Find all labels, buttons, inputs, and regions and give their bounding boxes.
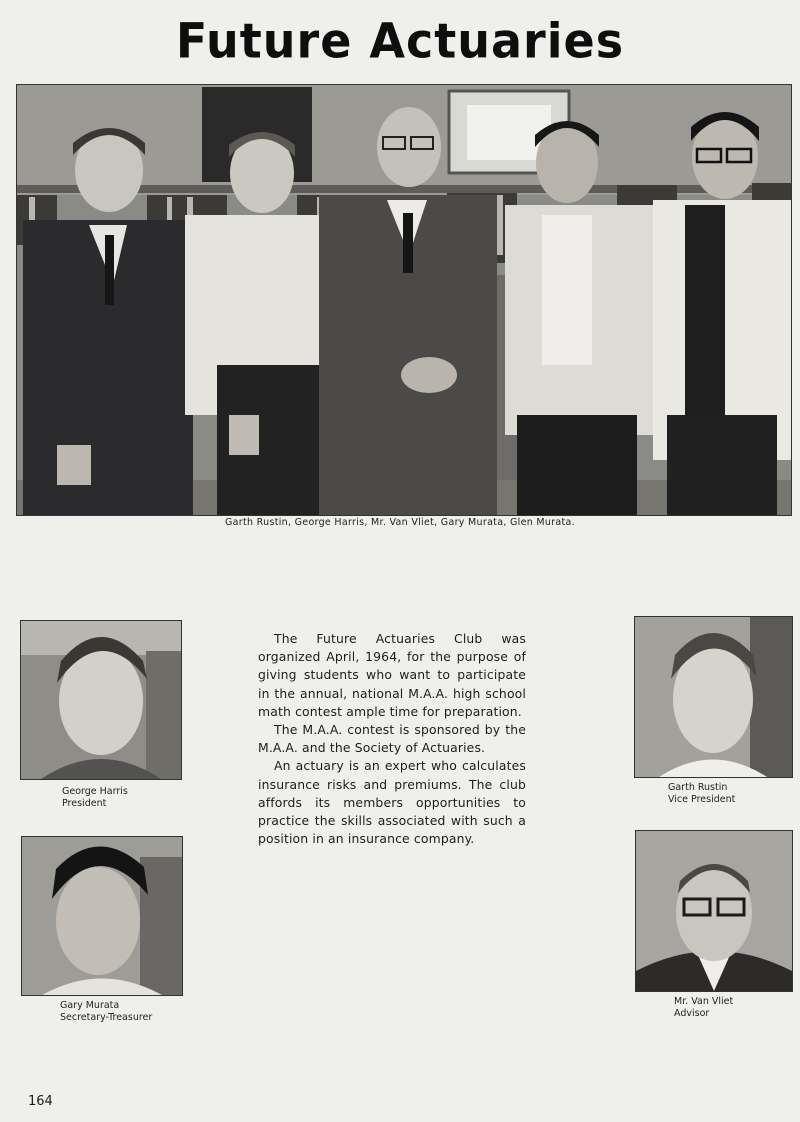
portrait-role: Advisor [674,1008,710,1019]
portrait-caption-george-harris [62,786,128,810]
portrait-mr-van-vliet [635,830,793,992]
portrait-name: Gary Murata [60,1000,120,1011]
portrait-caption-gary-murata [60,1000,152,1024]
portrait-caption-mr-van-vliet [674,996,733,1020]
portrait-gary-murata [21,836,183,996]
portrait-role: Secretary-Treasurer [60,1012,153,1023]
paragraph-actuary-definition: An actuary is an expert who calculates insurance risks and premiums. The club affords its members opportunities to practice the skills associated with such a position in an insurance company. [258,758,526,847]
portrait-caption-garth-rustin [668,782,735,806]
portrait-george-harris [20,620,182,780]
page-title: Future Actuaries [175,12,625,70]
paragraph-contest-sponsor: The M.A.A. contest is sponsored by the M.A.A. and the Society of Actuaries. [258,722,526,756]
portrait-garth-rustin [634,616,793,778]
portrait-role: President [62,798,107,809]
page-number: 164 [28,1094,53,1109]
portrait-role: Vice President [668,794,736,805]
group-photo [16,84,792,516]
portrait-name: Mr. Van Vliet [674,996,734,1007]
club-description [258,630,526,848]
paragraph-club-organized: The Future Actuaries Club was organized April, 1964, for the purpose of giving students who want to participate in the annual, national M.A.A. high school math contest ample time for preparation. [258,631,526,719]
portrait-name: Garth Rustin [668,782,728,793]
group-photo-caption: Garth Rustin, George Harris, Mr. Van Vliet, Gary Murata, Glen Murata. [225,517,575,528]
portrait-name: George Harris [62,786,128,797]
